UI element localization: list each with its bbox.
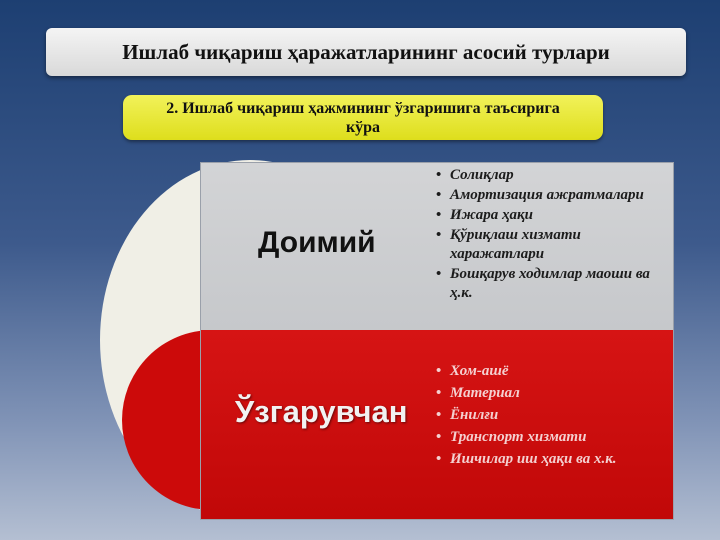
list-item: • Солиқлар [436, 166, 672, 185]
slide-title-bar [46, 28, 686, 76]
list-item: • Транспорт хизмати [436, 426, 672, 448]
list-item: • Материал [436, 382, 672, 404]
slide-title: Ишлаб чиқариш ҳаражатларининг асосий турлари [122, 39, 610, 64]
constant-costs-list [436, 166, 672, 304]
variable-costs-list [436, 360, 672, 470]
list-item: • Бошқарув ходимлар маоши ва ҳ.к. [436, 265, 672, 303]
variable-costs-label: Ўзгарувчан [235, 394, 408, 429]
list-item: • Ишчилар иш ҳақи ва х.к. [436, 448, 672, 470]
constant-costs-label: Доимий [258, 226, 376, 259]
list-item: • Ижара ҳақи [436, 206, 672, 225]
subtitle-text: 2. Ишлаб чиқариш ҳажмининг ўзгаришига таъсирига кўра [166, 99, 560, 136]
list-item: • Амортизация ажратмалари [436, 186, 672, 205]
subtitle-box [123, 95, 603, 140]
list-item: • Ёнилғи [436, 404, 672, 426]
list-item: • Хом-ашё [436, 360, 672, 382]
list-item: • Қўриқлаш хизмати харажатлари [436, 226, 672, 264]
